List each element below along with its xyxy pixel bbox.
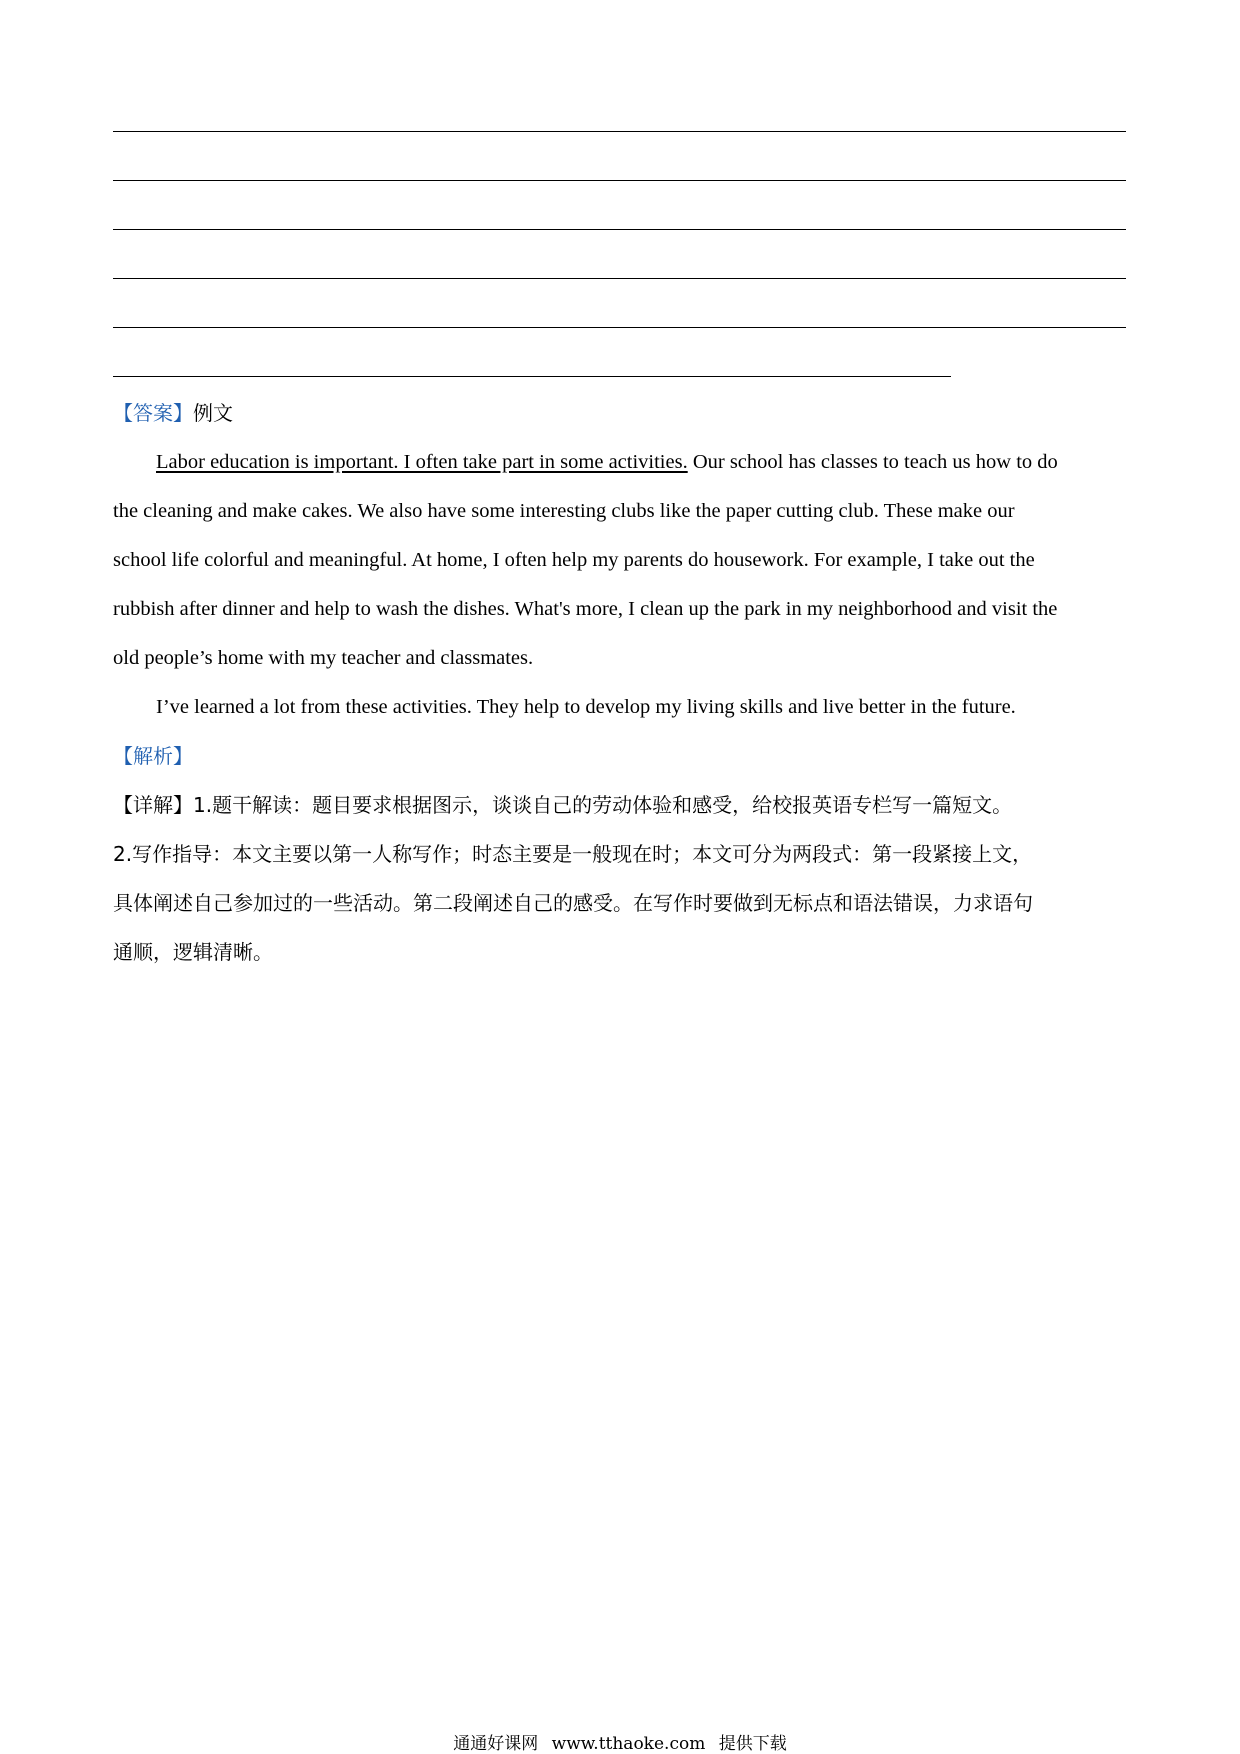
essay-line <box>156 449 1058 475</box>
detail-tag: 【详解】 <box>113 793 193 817</box>
writing-line <box>113 180 1126 181</box>
essay-closing: I’ve learned a lot from these activities. They help to develop my living skills and live better in the future. <box>156 696 1016 718</box>
analysis-line: 通顺，逻辑清晰。 <box>113 940 273 964</box>
writing-line <box>113 131 1126 132</box>
detail-text: 1.题干解读：题目要求根据图示，谈谈自己的劳动体验和感受，给校报英语专栏写一篇短文。 <box>193 793 1013 817</box>
analysis-line <box>113 792 1012 818</box>
writing-line <box>113 376 951 377</box>
answer-tag: 【答案】 <box>113 401 193 425</box>
writing-line <box>113 278 1126 279</box>
essay-line: old people’s home with my teacher and classmates. <box>113 647 534 669</box>
writing-line <box>113 229 1126 230</box>
footer-url[interactable]: www.tthaoke.com <box>551 1734 706 1754</box>
topic-sentence: Labor education is important. I often take part in some activities. <box>156 451 688 473</box>
analysis-line: 2.写作指导：本文主要以第一人称写作；时态主要是一般现在时；本文可分为两段式：第一段紧接上文， <box>113 842 1033 866</box>
page-footer <box>0 1734 1240 1754</box>
analysis-line: 具体阐述自己参加过的一些活动。第二段阐述自己的感受。在写作时要做到无标点和语法错误，力求语句 <box>113 891 1033 915</box>
answer-heading <box>113 400 233 427</box>
footer-suffix: 提供下载 <box>718 1734 787 1754</box>
essay-line: rubbish after dinner and help to wash the dishes. What's more, I clean up the park in my neighborhood and visit the <box>113 598 1058 620</box>
answer-label: 例文 <box>193 401 233 425</box>
analysis-heading <box>113 743 193 770</box>
footer-site-name: 通通好课网 <box>453 1734 539 1754</box>
essay-line: the cleaning and make cakes. We also have some interesting clubs like the paper cutting club. These make our <box>113 500 1015 522</box>
analysis-tag: 【解析】 <box>113 744 193 768</box>
writing-line <box>113 327 1126 328</box>
essay-text: Our school has classes to teach us how to do <box>687 451 1058 473</box>
essay-line: school life colorful and meaningful. At home, I often help my parents do housework. For example, I take out the <box>113 549 1035 571</box>
